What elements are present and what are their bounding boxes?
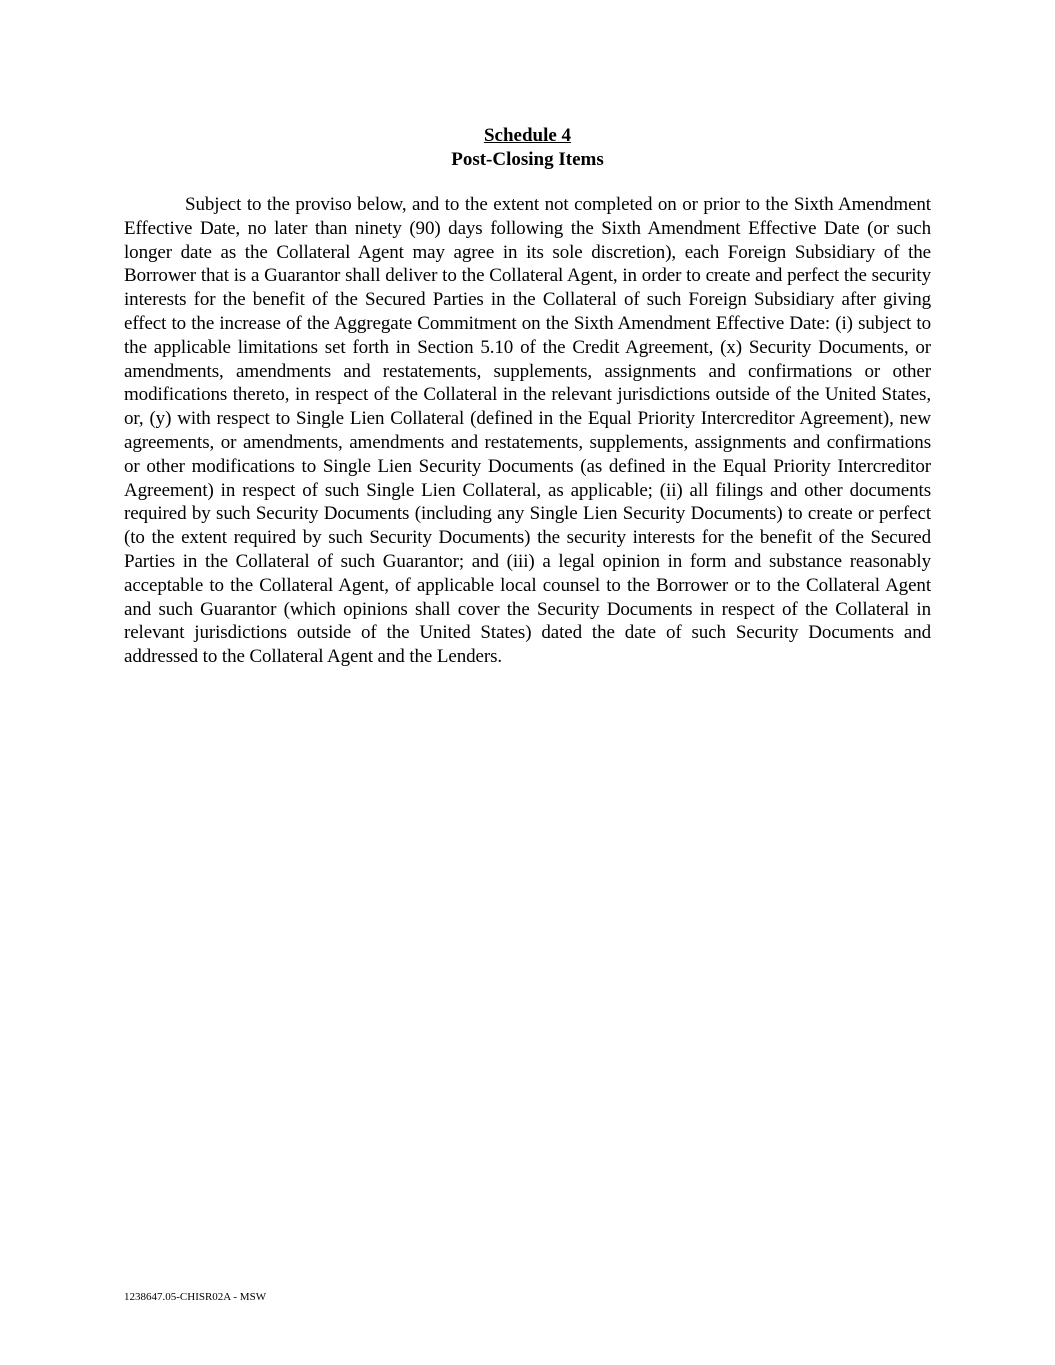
footer-document-id: 1238647.05-CHISR02A - MSW xyxy=(124,1291,267,1303)
schedule-subtitle: Post-Closing Items xyxy=(451,149,604,170)
schedule-title: Schedule 4 xyxy=(483,125,572,146)
body-paragraph: Subject to the proviso below, and to the extent not completed on or prior to the Sixth Amendment Effective Date, no later than ninety (90) days following the Sixth Amendment Effective Date (or such longer date as the Collateral Agent may agree in its sole discretion), each Foreign Subsidiary of the Borrower that is a Guarantor shall deliver to the Collateral Agent, in order to create and perfect the security interests for the benefit of the Secured Parties in the Collateral of such Foreign Subsidiary after giving effect to the increase of the Aggregate Commitment on the Sixth Amendment Effective Date: (i) subject to the applicable limitations set forth in Section 5.10 of the Credit Agreement, (x) Security Documents, or amendments, amendments and restatements, supplements, assignments and confirmations or other modifications thereto, in respect of the Collateral in the relevant jurisdictions outside of the United States, or, (y) with respect to Single Lien Collateral (defined in the Equal Priority Intercreditor Agreement), new agreements, or amendments, amendments and restatements, supplements, assignments and confirmations or other modifications to Single Lien Security Documents (as defined in the Equal Priority Intercreditor Agreement) in respect of such Single Lien Collateral, as applicable; (ii) all filings and other documents required by such Security Documents (including any Single Lien Security Documents) to create or perfect (to the extent required by such Security Documents) the security interests for the benefit of the Secured Parties in the Collateral of such Guarantor; and (iii) a legal opinion in form and substance reasonably acceptable to the Collateral Agent, of applicable local counsel to the Borrower or to the Collateral Agent and such Guarantor (which opinions shall cover the Security Documents in respect of the Collateral in relevant jurisdictions outside of the United States) dated the date of such Security Documents and addressed to the Collateral Agent and the Lenders. xyxy=(124,194,931,668)
